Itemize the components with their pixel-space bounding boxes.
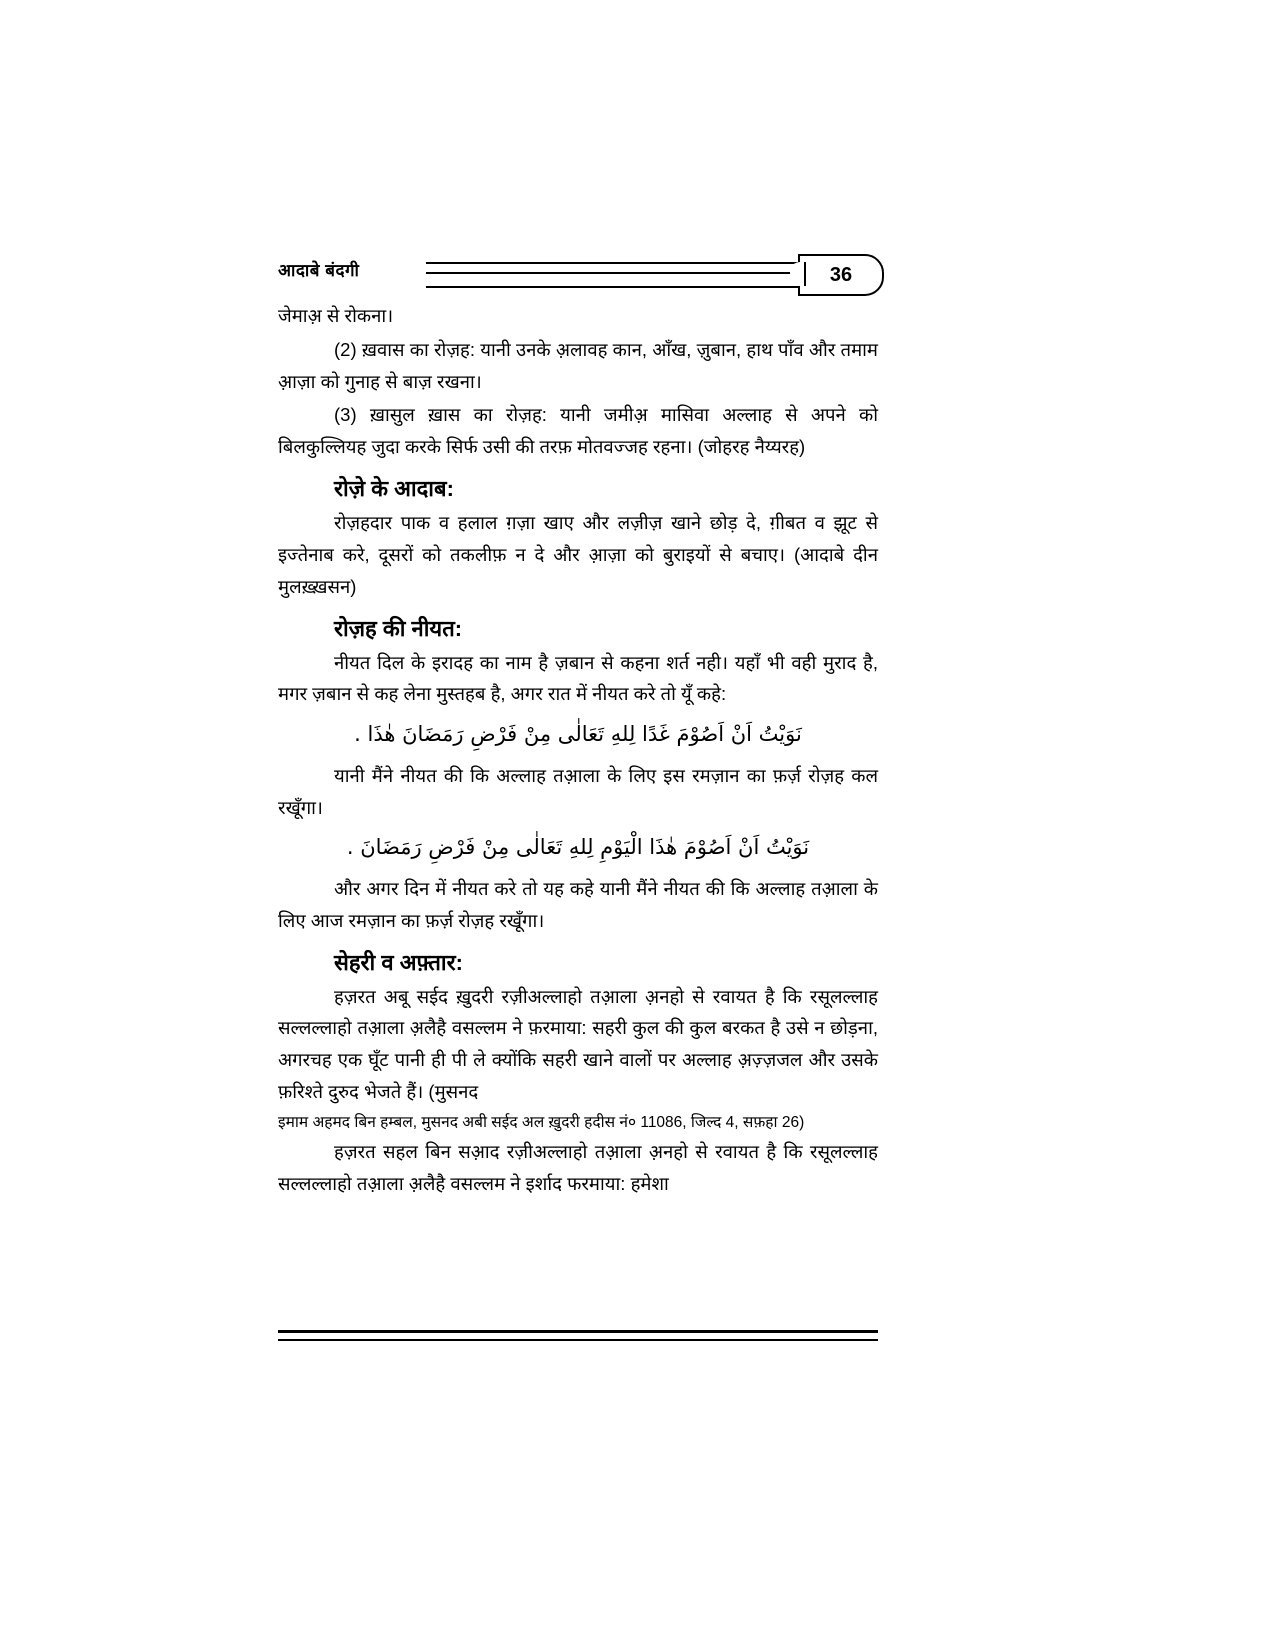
heading-roze-ke-adab: रोज़े के आदाब: [334, 476, 454, 502]
header-decorative-rule [426, 262, 818, 288]
paragraph-roze-ke-adab: रोज़हदार पाक व हलाल ग़ज़ा खाए और लज़ीज़ खाने छोड़ दे, ग़ीबत व झूट से इज्तेनाब करे, दूसरों को तकलीफ़ न दे और आ़ज़ा को बुराइयों से बचाए। (आदाबे दीन मुलख़्ख़सन) [278, 512, 878, 597]
hadith-reference: इमाम अहमद बिन हम्बल, मुसनद अबी सईद अल ख़ुदरी हदीस नं० 11086, जिल्द 4, सफ़हा 26) [278, 1113, 805, 1131]
heading-sehri-o-aftar: सेहरी व अफ़्तार: [334, 949, 463, 975]
paragraph-hadith-sahl: हज़रत सहल बिन सअ़ाद रज़ीअल्लाहो तआ़ला अ़नहो से रवायत है कि रसूलल्लाह सल्लल्लाहो तआ़ला अ़लैहै वसल्लम ने इर्शाद फरमाया: हमेशा [278, 1141, 878, 1194]
heading-rozah-ki-niyat: रोज़ह की नीयत: [334, 615, 463, 641]
page-number-badge [798, 254, 884, 296]
arabic-dua-day: نَوَيْتُ اَنْ اَصُوْمَ هٰذَا الْيَوْمِ لِلهِ تَعَالٰى مِنْ فَرْضِ رَمَضَانَ . [346, 835, 810, 860]
translation-day-niyat: और अगर दिन में नीयत करे तो यह कहे यानी मैंने नीयत की कि अल्लाह तआ़ला के लिए आज रमज़ान का फ़र्ज़ रोज़ह रखूँगा। [278, 877, 878, 931]
footer-rule [278, 1330, 878, 1341]
translation-night-niyat: यानी मैंने नीयत की कि अल्लाह तआ़ला के लिए इस रमज़ान का फ़र्ज़ रोज़ह कल रखूँगा। [278, 764, 878, 818]
continuation-line: जेमाअ़ से रोकना। [278, 305, 394, 326]
book-title: आदाबे बंदगी [278, 261, 360, 280]
page-header [278, 250, 878, 300]
paragraph-hadith-abu-saeed: हज़रत अबू सईद ख़ुदरी रज़ीअल्लाहो तआ़ला अ़नहो से रवायत है कि रसूलल्लाह सल्लल्लाहो तआ़ला अ़लैहै वसल्लम ने फ़रमाया: सहरी कुल की कुल बरकत है उसे न छोड़ना, अगरचह एक घूँट पानी ही पी ले क्योंकि सहरी खाने वालों पर अल्लाह अ़ज़्ज़जल और उसके फ़रिश्ते दुरुद भेजते हैं। (मुसनद [278, 985, 878, 1102]
page-content [278, 250, 878, 1202]
page-number: 36 [829, 264, 853, 286]
paragraph-niyat: नीयत दिल के इरादह का नाम है ज़बान से कहना शर्त नही। यहाँ भी वही मुराद है, मगर ज़बान से कह लेना मुस्तहब है, अगर रात में नीयत करे तो यूँ कहे: [278, 651, 878, 705]
paragraph-khawas: (2) ख़वास का रोज़ह: यानी उनके अ़लावह कान, आँख, ज़ुबान, हाथ पाँव और तमाम आ़ज़ा को गुनाह से बाज़ रखना। [278, 338, 878, 392]
paragraph-khasul-khas: (3) ख़ासुल ख़ास का रोज़ह: यानी जमीअ़ मासिवा अल्लाह से अपने को बिलकुल्लियह जुदा करके सिर्फ उसी की तरफ़ मोतवज्जह रहना। (जोहरह नैय्यरह) [278, 404, 878, 458]
arabic-dua-night: نَوَيْتُ اَنْ اَصُوْمَ غَدًا لِلهِ تَعَالٰى مِنْ فَرْضِ رَمَضَانَ هٰذَا . [354, 722, 802, 747]
